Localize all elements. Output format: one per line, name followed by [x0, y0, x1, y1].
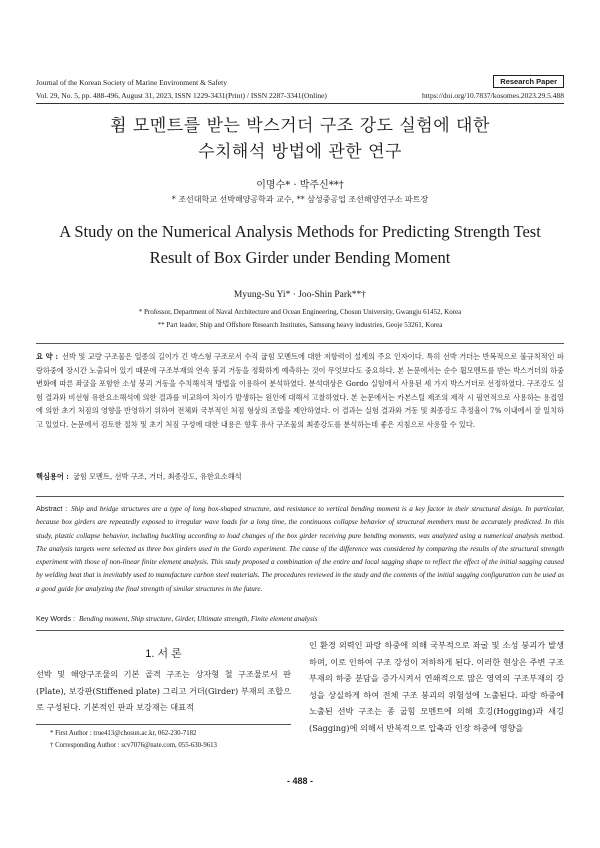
authors-english: Myung-Su Yi* · Joo-Shin Park**† — [233, 290, 367, 300]
affiliation-english-1: * Professor, Department of Naval Architecture and Ocean Engineering, Chosun University, Gwangju 61452, Korea — [138, 308, 462, 316]
body-right-column: 인 환경 외력인 파랑 하중에 의해 국부적으로 좌굴 및 소성 붕괴가 발생하며, 이로 인하여 구조 강성이 저하하게 된다. 이러한 현상은 주변 구조 부재의 하중 분담을 증가시켜서 연쇄적으로 많은 영역의 구조부재의 강성을 상실하게 하여 전체 구조 붕괴의 위험성에 노출된다. 파랑 하중에 노출된 선박 구조는 종 굽힘 모멘트에 의해 호깅(Hogging)과 새깅(Sagging)에 의해서 반복적으로 압축과 인장 하중에 영향을 — [309, 640, 564, 733]
abstract-korean — [36, 350, 564, 432]
doi-link[interactable]: https://doi.org/10.7837/kosomes.2023.29.5.488 — [422, 91, 564, 100]
header-divider — [36, 103, 564, 104]
title-korean-line1: 휨 모멘트를 받는 박스거더 구조 강도 실험에 대한 — [110, 116, 490, 136]
body-left-column: 선박 및 해양구조물의 기본 골격 구조는 상자형 철 구조물로서 판(Plate), 보강판(Stiffened plate) 그리고 거더(Girder) 부재의 조합으로 구성된다. 기본적인 판과 보강재는 대표적 — [36, 669, 291, 713]
article-type-badge: Research Paper — [493, 75, 564, 88]
keywords-english-text: Bending moment, Ship structure, Girder, Ultimate strength, Finite element analysis — [79, 615, 318, 623]
footnote-divider — [36, 724, 291, 725]
affiliation-korean: * 조선대학교 선박해양공학과 교수, ** 삼성중공업 조선해양연구소 파트장 — [171, 195, 429, 204]
abstract-mid-divider — [36, 496, 564, 497]
title-korean-line2: 수치해석 방법에 관한 연구 — [198, 142, 402, 162]
title-english-line1: A Study on the Numerical Analysis Methods for Predicting Strength Test — [59, 222, 541, 241]
keywords-korean — [36, 472, 564, 482]
abstract-english-text: Ship and bridge structures are a type of long box-shaped structure, and resistance to vertical bending moment is a key factor in their structural design. In particular, because box girders are repeatedly exposed to irregular wave loads for a long time, the continuous collapse behavior of structural members must be accurately predicted. In this study, plastic collapse behavior, including buckling according to load changes of the box girder receiving pure bending moments, was analyzed using a numerical analysis method. The analysis targets were selected as three box girders used in the Gordo experiment. The cause of the difference was considered by comparing the results of the structural strength experiment with those of non-linear finite element analysis. This study proposed a combination of the entire and local sagging shape to reflect the effect of the initial sagging caused by welding heat that is inevitably used to manufacture carbon steel materials. The procedures reviewed in the study and the contents of the initial sagging configuration can be used as a good guide for analyzing the final strength of similar structures in the future. — [36, 505, 564, 593]
title-english-line2: Result of Box Girder under Bending Moment — [149, 248, 451, 267]
keywords-english — [36, 614, 564, 623]
journal-name: Journal of the Korean Society of Marine Environment & Safety — [36, 78, 227, 87]
volume-info: Vol. 29, No. 5, pp. 488-496, August 31, 2023, ISSN 1229-3431(Print) / ISSN 2287-3341(Online) — [36, 91, 327, 100]
abstract-bottom-divider — [36, 630, 564, 631]
abstract-english — [36, 502, 564, 596]
abstract-korean-text: 선박 및 교량 구조물은 일종의 길이가 긴 박스형 구조로서 수직 굽힘 모멘트에 대한 저항력이 설계의 주요 인자이다. 특히 선박 거더는 반복적으로 불규칙적인 파랑하중에 장시간 노출되어 있기 때문에 구조부재의 연속 붕괴 거동을 정확하게 예측하는 것이 무엇보다도 중요하다. 본 논문에서는 순수 휨모멘트를 받는 박스거더의 하중 변화에 따른 좌굴을 포함한 소성 붕괴 거동을 수치해석적 방법을 이용하여 분석하였다. 분석대상은 Gordo 실험에서 사용된 세 가지 박스거더로 선정하였다. 구조강도 실험 결과와 비선형 유한요소해석에 의한 결과를 비교하여 차이가 발생하는 원인에 대해서 고찰하였다. 본 논문에서는 카본스틸 제조의 제작 시 필연적으로 사용하는 용접열에 의한 초기 처짐의 영향을 반영하기 위하여 전체와 국부적인 처짐 형상의 조합을 제안하였다. 이 결과는 실험 결과와 거동 및 최종강도 추정율이 7% 이내에서 잘 일치하고 있었다. 논문에서 검토한 절차 및 초기 처짐 구성에 대한 내용은 향후 유사 구조물의 최종강도를 분석하는데 좋은 지침으로 사용할 수 있다. — [36, 352, 565, 429]
keywords-english-label: Key Words : — [36, 614, 76, 623]
footnote-first-author: * First Author : true413@chosun.ac.kr, 062-230-7182 — [50, 730, 197, 737]
footnote-corresponding-author: † Corresponding Author : scv7076@nate.com, 055-630-9613 — [50, 742, 217, 749]
keywords-korean-label: 핵심용어 : — [36, 472, 69, 481]
abstract-korean-label: 요 약 : — [36, 352, 59, 361]
affiliation-english-2: ** Part leader, Ship and Offshore Research Institutes, Samsung heavy industries, Geoje 53261, Korea — [157, 321, 443, 329]
keywords-korean-text: 굽힘 모멘트, 선박 구조, 거더, 최종강도, 유한요소해석 — [72, 472, 242, 481]
abstract-english-label: Abstract : — [36, 504, 68, 513]
authors-korean: 이명수* · 박주신**† — [256, 180, 344, 191]
page-number: - 488 - — [286, 776, 313, 786]
section-title-introduction: 1. 서 론 — [145, 648, 182, 660]
abstract-top-divider — [36, 343, 564, 344]
